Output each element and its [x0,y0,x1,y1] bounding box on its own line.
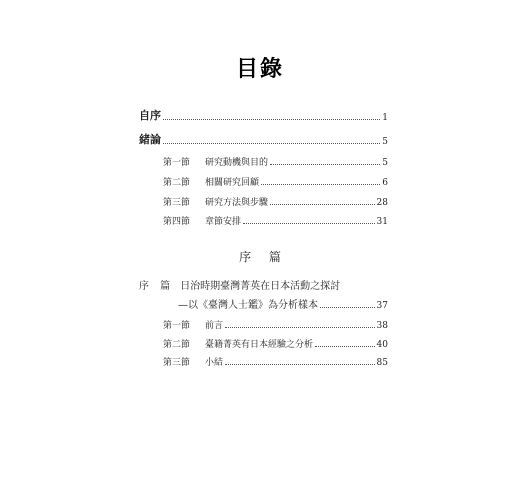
section-page: 38 [376,321,388,331]
section-label: 小結 [205,358,224,368]
preface-subtitle: —以《臺灣人士鑑》為分析樣本 [178,300,318,311]
section-label: 相關研究回顧 [205,178,260,188]
section-number: 第四節 [163,217,191,227]
section-label: 研究動機與目的 [205,158,269,168]
dot-leader [243,223,375,224]
section-number: 第二節 [163,340,191,350]
section-page: 40 [376,340,388,350]
section-page: 31 [376,217,388,227]
section-number: 第一節 [163,158,191,168]
section-page: 6 [382,178,388,188]
dot-leader [320,307,375,308]
section-label: 臺籍菁英有日本經驗之分析 [205,340,314,350]
preface-title-line1[interactable] [139,277,340,292]
preface-page: 37 [376,301,388,311]
dot-leader [315,346,375,347]
preface-title-line2[interactable] [178,296,388,311]
section-label: 前言 [205,321,224,331]
toc-entry-label: 自序 [139,109,161,122]
section-number: 第一節 [163,321,191,331]
preface-section-2[interactable] [163,337,388,350]
section-page: 85 [376,358,388,368]
dot-leader [163,119,380,120]
toc-section-4[interactable] [163,214,388,227]
dot-leader [225,327,375,328]
preface-section-1[interactable] [163,318,388,331]
page-title: 目錄 [235,57,284,82]
section-label: 章節安排 [205,217,242,227]
toc-entry-introduction[interactable] [139,131,388,147]
toc-section-1[interactable] [163,155,388,168]
section-number: 第三節 [163,358,191,368]
section-page: 28 [376,198,388,208]
section-number: 第二節 [163,178,191,188]
toc-entry-label: 緒論 [139,133,161,146]
preface-title-text: 日治時期臺灣菁英在日本活動之探討 [180,281,341,292]
dot-leader [261,184,380,185]
preface-section-3[interactable] [163,355,388,368]
toc-section-2[interactable] [163,175,388,188]
preface-heading: 序 篇 [239,250,281,264]
toc-entry-page: 5 [382,137,388,147]
toc-section-3[interactable] [163,195,388,208]
toc-entry-preface[interactable] [139,107,388,123]
dot-leader [163,143,380,144]
dot-leader [270,204,375,205]
section-number: 第三節 [163,198,191,208]
section-page: 5 [382,158,388,168]
dot-leader [270,164,380,165]
toc-entry-page: 1 [382,113,388,123]
preface-label: 序 篇 [139,281,171,292]
dot-leader [225,364,375,365]
section-label: 研究方法與步驟 [205,198,269,208]
